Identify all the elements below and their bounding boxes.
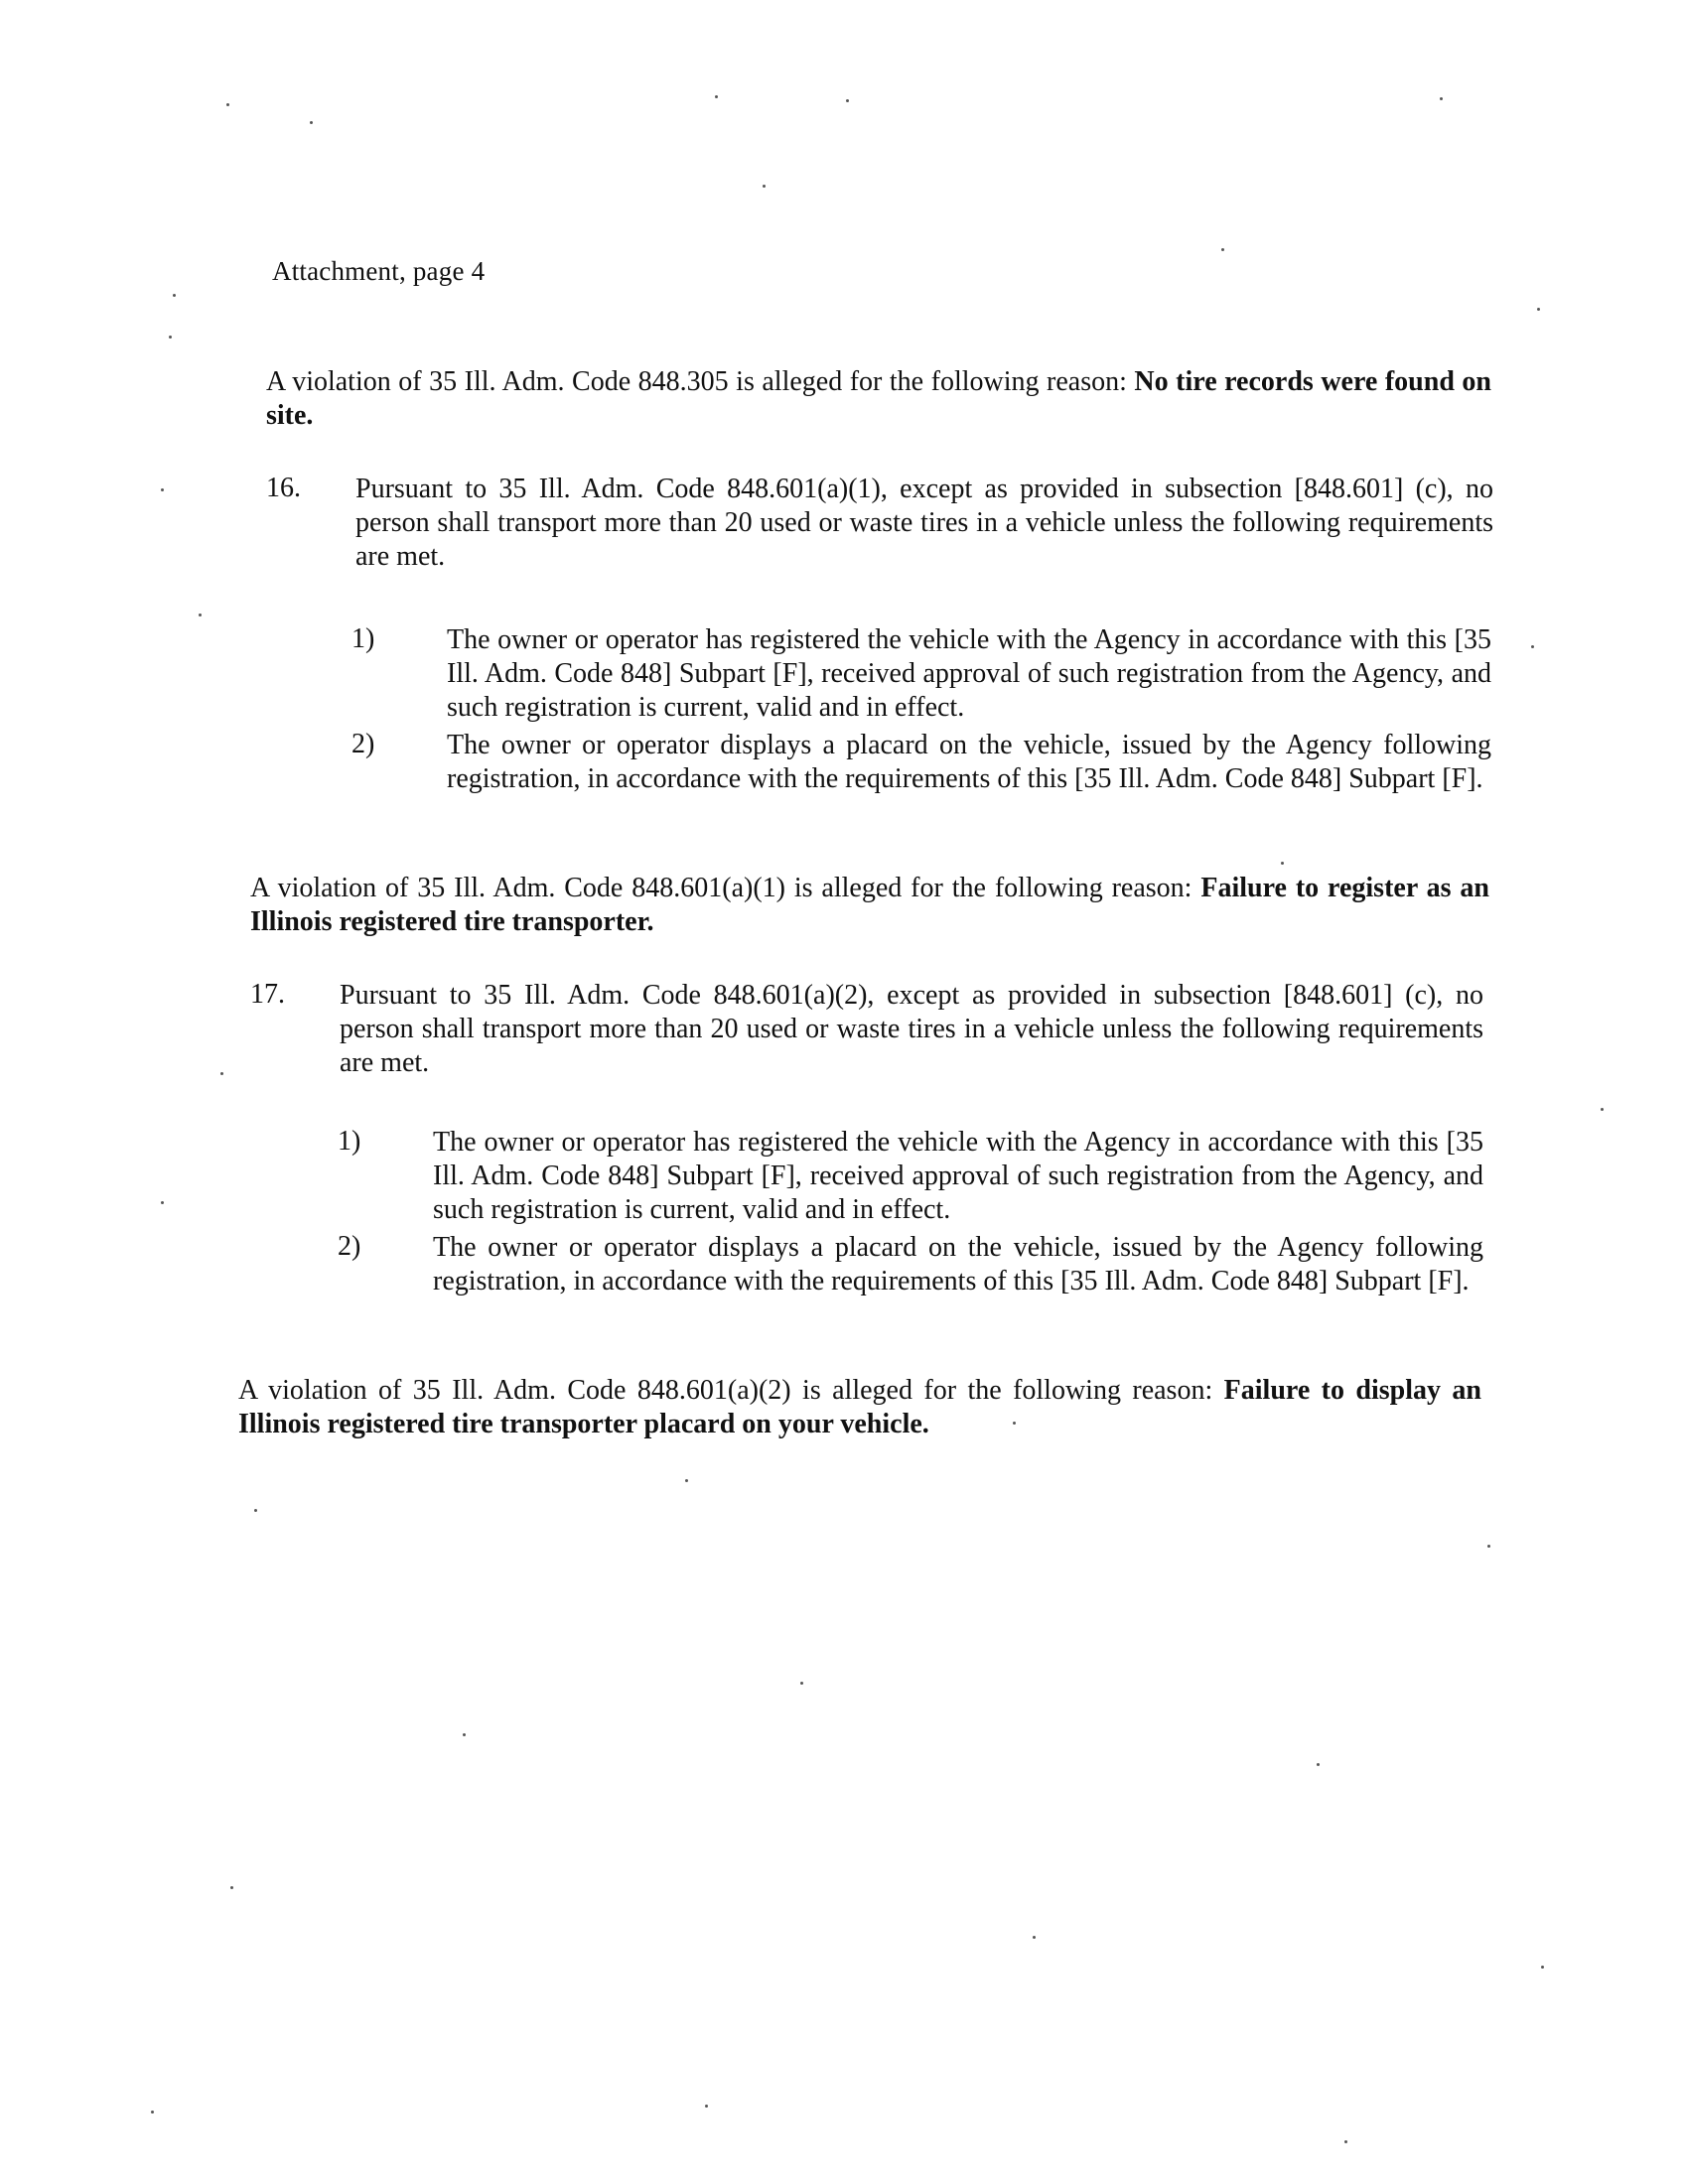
scan-speck <box>705 2105 708 2108</box>
scan-speck <box>846 99 849 102</box>
scan-speck <box>254 1509 257 1512</box>
scan-speck <box>220 1072 223 1075</box>
violation-text: A violation of 35 Ill. Adm. Code 848.305 is alleged for the following reason: <box>266 366 1135 397</box>
violation-848-305 <box>266 365 1491 433</box>
scan-speck <box>1317 1763 1320 1766</box>
item-number: 16. <box>266 473 301 503</box>
scan-speck <box>161 1201 164 1204</box>
scan-speck <box>226 103 229 106</box>
sub-item-number: 1) <box>351 623 375 654</box>
violation-text: A violation of 35 Ill. Adm. Code 848.601(a)(1) is alleged for the following reason: <box>250 873 1201 903</box>
scan-speck <box>463 1733 466 1736</box>
scan-speck <box>173 294 176 297</box>
sub-item-text: The owner or operator displays a placard on the vehicle, issued by the Agency following registration, in accordance with the requirements of this [35 Ill. Adm. Code 848] Subpart [F]. <box>433 1232 1483 1297</box>
scan-speck <box>1531 645 1534 648</box>
violation-text: A violation of 35 Ill. Adm. Code 848.601(a)(2) is alleged for the following reason: <box>238 1375 1224 1406</box>
item-text: Pursuant to 35 Ill. Adm. Code 848.601(a)(2), except as provided in subsection [848.601] (c), no person shall transport more than 20 used or waste tires in a vehicle unless the following requirements are met. <box>340 980 1483 1078</box>
scan-speck <box>1221 248 1224 251</box>
sub-item-text: The owner or operator displays a placard on the vehicle, issued by the Agency following registration, in accordance with the requirements of this [35 Ill. Adm. Code 848] Subpart [F]. <box>447 730 1491 794</box>
scan-speck <box>1601 1108 1604 1111</box>
scan-speck <box>800 1682 803 1685</box>
scan-speck <box>1541 1966 1544 1969</box>
violation-reason: Failure to display an Illinois registered tire transporter placard on your vehicle. <box>238 1375 1481 1439</box>
violation-reason: No tire records were found on site. <box>266 366 1491 431</box>
violation-848-601-a-1 <box>250 872 1489 939</box>
scan-speck <box>1440 97 1443 100</box>
page-header: Attachment, page 4 <box>272 256 486 286</box>
sub-item-number: 1) <box>338 1126 361 1157</box>
scan-speck <box>230 1886 233 1889</box>
scan-speck <box>1344 2140 1347 2143</box>
violation-848-601-a-2 <box>238 1374 1481 1441</box>
sub-item-text: The owner or operator has registered the vehicle with the Agency in accordance with this [35 Ill. Adm. Code 848] Subpart [F], received approval of such registration from the Agency, and such registration is current, valid and in effect. <box>447 624 1491 723</box>
item-text: Pursuant to 35 Ill. Adm. Code 848.601(a)(1), except as provided in subsection [848.601] (c), no person shall transport more than 20 used or waste tires in a vehicle unless the following requirements are met. <box>355 474 1493 572</box>
item-number: 17. <box>250 979 285 1010</box>
scan-speck <box>715 95 718 98</box>
scan-speck <box>310 121 313 124</box>
scan-speck <box>1537 308 1540 311</box>
sub-item-number: 2) <box>338 1231 361 1262</box>
scan-speck <box>685 1479 688 1482</box>
scan-speck <box>199 614 202 616</box>
scan-speck <box>1487 1545 1490 1548</box>
scan-speck <box>1281 862 1284 865</box>
violation-reason: Failure to register as an Illinois registered tire transporter. <box>250 873 1489 937</box>
scan-speck <box>1033 1936 1036 1939</box>
scan-speck <box>161 488 164 491</box>
sub-item-text: The owner or operator has registered the vehicle with the Agency in accordance with this [35 Ill. Adm. Code 848] Subpart [F], received approval of such registration from the Agency, and such registration is current, valid and in effect. <box>433 1127 1483 1225</box>
sub-item-number: 2) <box>351 729 375 759</box>
scan-speck <box>151 2111 154 2114</box>
scan-speck <box>169 336 172 339</box>
scan-speck <box>763 185 766 188</box>
